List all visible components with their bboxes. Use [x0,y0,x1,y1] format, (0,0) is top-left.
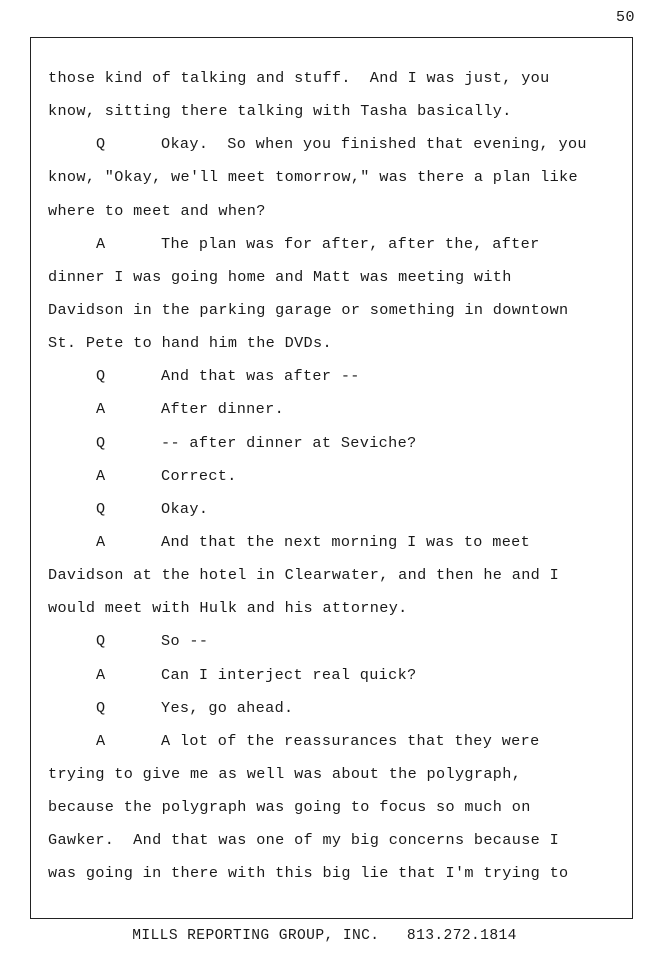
line-text: After dinner. [161,400,285,419]
line-text: So -- [161,632,209,651]
transcript-line [48,791,638,824]
line-text: A lot of the reassurances that they were [161,731,540,750]
line-text: know, "Okay, we'll meet tomorrow," was there a plan like [48,168,578,187]
transcript-line [48,725,638,758]
line-text: Okay. [161,499,209,518]
transcript-line [48,228,638,261]
speaker-label: Q [96,135,106,154]
line-text: Davidson at the hotel in Clearwater, and then he and I [48,566,560,585]
transcript-line [48,526,638,559]
speaker-label: Q [96,367,106,386]
speaker-label: Q [96,632,106,651]
line-text: was going in there with this big lie that I'm trying to [48,864,569,883]
page-number: 50 [615,9,635,26]
transcript-line [48,625,638,658]
line-text: St. Pete to hand him the DVDs. [48,334,332,353]
speaker-label: A [96,466,106,485]
transcript-body [48,62,638,891]
line-text: Okay. So when you finished that evening, you [161,135,587,154]
transcript-line [48,758,638,791]
transcript-line [48,692,638,725]
speaker-label: Q [96,433,106,452]
transcript-line [48,824,638,857]
speaker-label: A [96,532,106,551]
speaker-label: A [96,665,106,684]
line-text: know, sitting there talking with Tasha basically. [48,102,512,121]
transcript-line [48,592,638,625]
speaker-label: A [96,400,106,419]
transcript-line [48,161,638,194]
speaker-label: Q [96,698,106,717]
transcript-line [48,857,638,890]
transcript-line [48,559,638,592]
speaker-label: A [96,234,106,253]
line-text: Gawker. And that was one of my big concerns because I [48,831,560,850]
transcript-line [48,360,638,393]
transcript-line [48,460,638,493]
transcript-line [48,195,638,228]
line-text: where to meet and when? [48,201,266,220]
line-text: And that the next morning I was to meet [161,532,531,551]
transcript-line [48,294,638,327]
line-text: Can I interject real quick? [161,665,417,684]
line-text: Yes, go ahead. [161,698,294,717]
transcript-line [48,427,638,460]
line-text: -- after dinner at Seviche? [161,433,417,452]
speaker-label: Q [96,499,106,518]
transcript-line [48,95,638,128]
transcript-line [48,62,638,95]
line-text: dinner I was going home and Matt was meeting with [48,267,512,286]
transcript-line [48,261,638,294]
line-text: those kind of talking and stuff. And I was just, you [48,69,550,87]
transcript-line [48,659,638,692]
reporter-footer: MILLS REPORTING GROUP, INC. 813.272.1814 [132,928,517,944]
line-text: because the polygraph was going to focus so much on [48,798,531,817]
speaker-label: A [96,731,106,750]
transcript-line [48,327,638,360]
transcript-line [48,393,638,426]
line-text: trying to give me as well was about the polygraph, [48,764,522,783]
transcript-line [48,493,638,526]
line-text: The plan was for after, after the, after [161,234,540,253]
line-text: Correct. [161,466,237,485]
transcript-line [48,128,638,161]
line-text: And that was after -- [161,367,360,386]
line-text: would meet with Hulk and his attorney. [48,599,408,618]
line-text: Davidson in the parking garage or something in downtown [48,300,569,319]
